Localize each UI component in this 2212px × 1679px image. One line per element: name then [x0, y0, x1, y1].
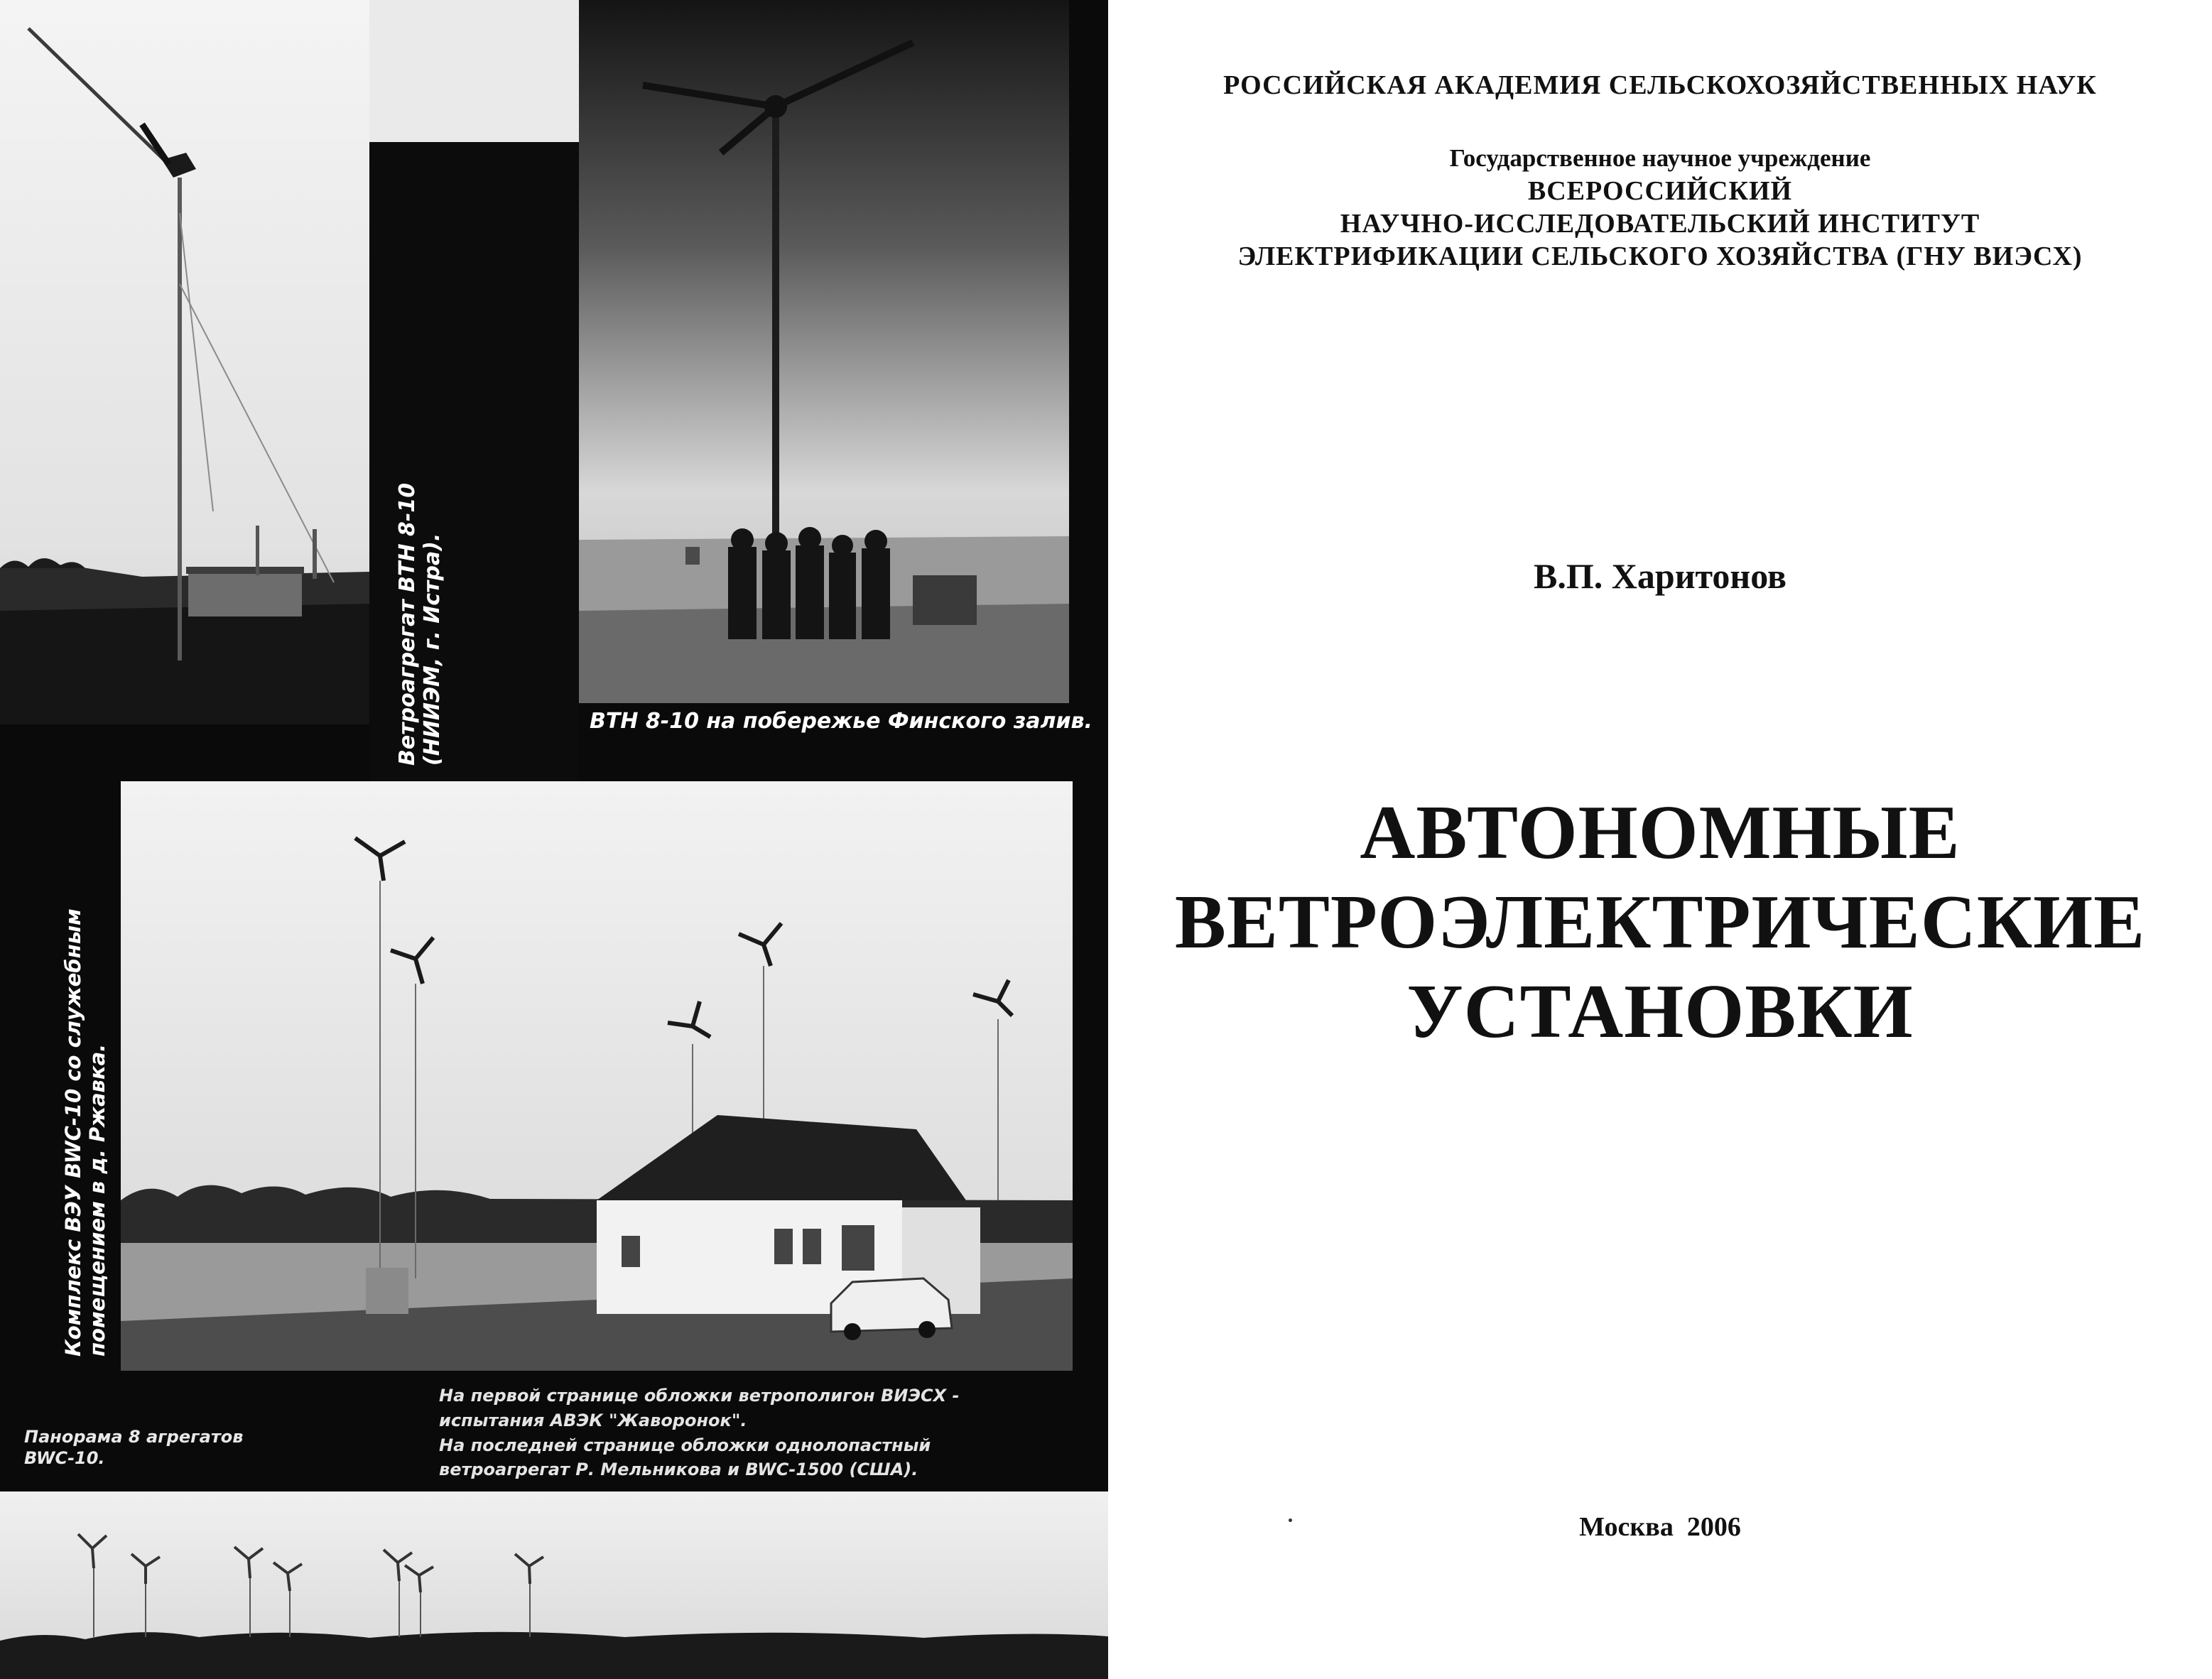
caption-cover-note-line2: испытания АВЭК "Жаворонок". [439, 1410, 747, 1430]
caption-bwc10-complex [61, 908, 109, 1357]
institution-name-line2: НАУЧНО-ИССЛЕДОВАТЕЛЬСКИЙ ИНСТИТУТ [1340, 209, 1980, 239]
caption-panorama [24, 1426, 243, 1469]
book-title-line3: УСТАНОВКИ [1406, 969, 1914, 1054]
caption-bwc10-complex-line2: помещением в д. Ржавка. [85, 1043, 110, 1357]
book-title-line2: ВЕТРОЭЛЕКТРИЧЕСКИЕ [1174, 880, 2146, 965]
institution-name-line3: ЭЛЕКТРИФИКАЦИИ СЕЛЬСКОГО ХОЗЯЙСТВА (ГНУ ВИЭСХ) [1237, 241, 2083, 271]
caption-cover-note-line3: На последней странице обложки однолопастный [439, 1435, 931, 1455]
photo-bwc10-complex [121, 781, 1073, 1371]
photo-bwc10-panorama [0, 1491, 1108, 1679]
author-name: В.П. Харитонов [1534, 556, 1787, 596]
caption-cover-note-line1: На первой странице обложки ветрополигон ВИЭСХ - [439, 1386, 960, 1406]
caption-bwc10-complex-line1: Комплекс ВЭУ BWC-10 со служебным [61, 908, 85, 1357]
institution-type: Государственное научное учреждение [1449, 144, 1871, 172]
title-page [1108, 0, 2212, 1679]
caption-cover-note [439, 1384, 959, 1482]
caption-vtn-istra [395, 483, 445, 766]
publication-city-year: Москва 2006 [1579, 1512, 1741, 1542]
photo-vtn-finland [579, 0, 1069, 703]
institution-name-line1: ВСЕРОССИЙСКИЙ [1527, 176, 1793, 206]
book-title [1108, 788, 2212, 1057]
photo-turbine-istra [0, 0, 369, 724]
book-title-line1: АВТОНОМНЫЕ [1360, 790, 1961, 875]
caption-vtn-finland: ВТН 8-10 на побережье Финского залив. [590, 709, 1093, 734]
caption-vtn-istra-line1: Ветроагрегат ВТН 8-10 [395, 482, 420, 766]
institution-block [1108, 142, 2212, 273]
caption-panorama-line2: BWC-10. [24, 1448, 105, 1468]
print-speck [1289, 1518, 1292, 1522]
caption-panorama-line1: Панорама 8 агрегатов [24, 1427, 244, 1447]
caption-vtn-istra-line2: (НИИЭМ, г. Истра). [420, 533, 445, 766]
academy-name: РОССИЙСКАЯ АКАДЕМИЯ СЕЛЬСКОХОЗЯЙСТВЕННЫХ НАУК [1223, 70, 2097, 100]
caption-cover-note-line4: ветроагрегат Р. Мельникова и BWC-1500 (США). [439, 1460, 918, 1480]
